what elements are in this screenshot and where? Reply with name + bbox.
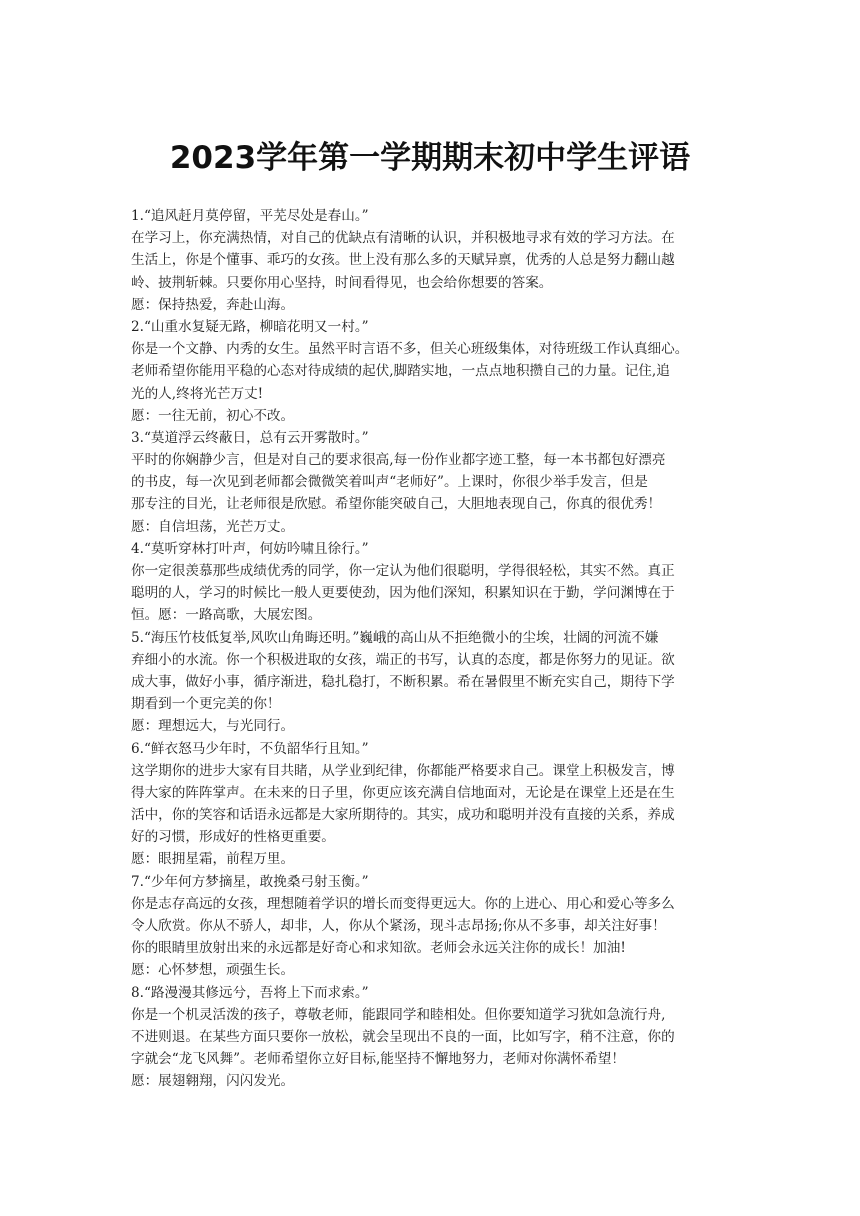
text-line: 字就会“龙飞风舞”。老师希望你立好目标,能坚持不懈地努力，老师对你满怀希望！ — [131, 1051, 625, 1068]
text-line: 6.“鲜衣怒马少年时，不负韶华行且知。” — [131, 740, 369, 757]
text-line: 愿：自信坦荡，光芒万丈。 — [131, 518, 295, 535]
text-line: 活中，你的笑容和话语永远都是大家所期待的。其实，成功和聪明并没有直接的关系，养成 — [131, 807, 675, 824]
text-line: 愿：一往无前，初心不改。 — [131, 407, 295, 424]
text-line: 得大家的阵阵掌声。在未来的日子里，你更应该充满自信地面对，无论是在课堂上还是在生 — [131, 784, 675, 801]
text-line: 1.“追风赶月莫停留，平芜尽处是春山。” — [131, 208, 369, 224]
text-line: 弃细小的水流。你一个积极进取的女孩，端正的书写，认真的态度，都是你努力的见证。欲 — [131, 651, 675, 668]
text-line: 聪明的人，学习的时候比一般人更要使劲，因为他们深知，积累知识在于勤，学问渊博在于 — [131, 585, 675, 602]
text-line: 这学期你的进步大家有目共睹，从学业到纪律，你都能严格要求自己。课堂上积极发言，博 — [131, 762, 675, 779]
text-line: 老师希望你能用平稳的心态对待成绩的起伏,脚踏实地，一点点地积攒自己的力量。记住,追 — [131, 363, 670, 380]
text-line: 你是一个文静、内秀的女生。虽然平时言语不多，但关心班级集体，对待班级工作认真细心。 — [131, 341, 689, 358]
text-line: 愿：展翅翱翔，闪闪发光。 — [131, 1073, 295, 1090]
text-line: 成大事，做好小事，循序渐进，稳扎稳打，不断积累。希在暑假里不断充实自己，期待下学 — [131, 673, 675, 690]
text-line: 不进则退。在某些方面只要你一放松，就会呈现出不良的一面，比如写字，稍不注意，你的 — [131, 1028, 675, 1045]
document-body — [131, 205, 731, 1093]
text-line: 愿：保持热爱，奔赴山海。 — [131, 296, 295, 313]
text-line: 平时的你娴静少言，但是对自己的要求很高,每一份作业都字迹工整，每一本书都包好漂亮 — [131, 452, 666, 469]
text-line: 在学习上，你充满热情，对自己的优缺点有清晰的认识，并积极地寻求有效的学习方法。在 — [131, 230, 675, 247]
text-line: 2.“山重水复疑无路，柳暗花明又一村。” — [131, 318, 369, 335]
text-line: 愿：心怀梦想，顽强生长。 — [131, 962, 295, 979]
text-line: 4.“莫听穿林打叶声，何妨吟啸且徐行。” — [131, 540, 369, 557]
text-line: 光的人,终将光芒万丈! — [131, 385, 264, 402]
text-line: 的书皮，每一次见到老师都会微微笑着叫声“老师好”。上课时，你很少举手发言，但是 — [131, 474, 648, 491]
text-line: 你是志存高远的女孩，理想随着学识的增长而变得更远大。你的上进心、用心和爱心等多么 — [131, 895, 675, 912]
text-line: 7.“少年何方梦摘星，敢挽桑弓射玉衡。” — [131, 873, 369, 890]
text-line: 好的习惯，形成好的性格更重要。 — [131, 829, 335, 846]
text-line: 5.“海压竹枝低复举,风吹山角晦还明。”巍峨的高山从不拒绝微小的尘埃，壮阔的河流不嫌 — [131, 629, 659, 646]
text-line: 3.“莫道浮云终蔽日，总有云开雾散时。” — [131, 429, 369, 446]
text-line: 生活上，你是个懂事、乖巧的女孩。世上没有那么多的天赋异禀，优秀的人总是努力翻山越 — [131, 252, 675, 269]
text-line: 那专注的目光，让老师很是欣慰。希望你能突破自己，大胆地表现自己，你真的很优秀！ — [131, 496, 662, 513]
text-line: 你是一个机灵活泼的孩子，尊敬老师，能跟同学和睦相处。但你要知道学习犹如急流行舟, — [131, 1006, 666, 1023]
text-line: 你一定很羡慕那些成绩优秀的同学，你一定认为他们很聪明，学得很轻松，其实不然。真正 — [131, 563, 675, 579]
text-line: 令人欣赏。你从不骄人，却非，人，你从个紧汤，现斗志昂扬;你从不多事，却关注好事！ — [131, 918, 666, 934]
text-line: 8.“路漫漫其修远兮，吾将上下而求索。” — [131, 984, 369, 1001]
text-line: 恒。愿：一路高歌，大展宏图。 — [131, 607, 322, 624]
text-line: 岭、披荆斩棘。只要你用心坚持，时间看得见，也会给你想要的答案。 — [131, 274, 553, 291]
document-title: 2023学年第一学期期末初中学生评语 — [169, 140, 691, 176]
text-line: 愿：眼拥星霜，前程万里。 — [131, 851, 295, 868]
text-line: 愿：理想远大，与光同行。 — [131, 718, 295, 735]
text-line: 期看到一个更完美的你！ — [131, 696, 281, 713]
text-line: 你的眼睛里放射出来的永远都是好奇心和求知欲。老师会永远关注你的成长！加油! — [131, 940, 626, 957]
